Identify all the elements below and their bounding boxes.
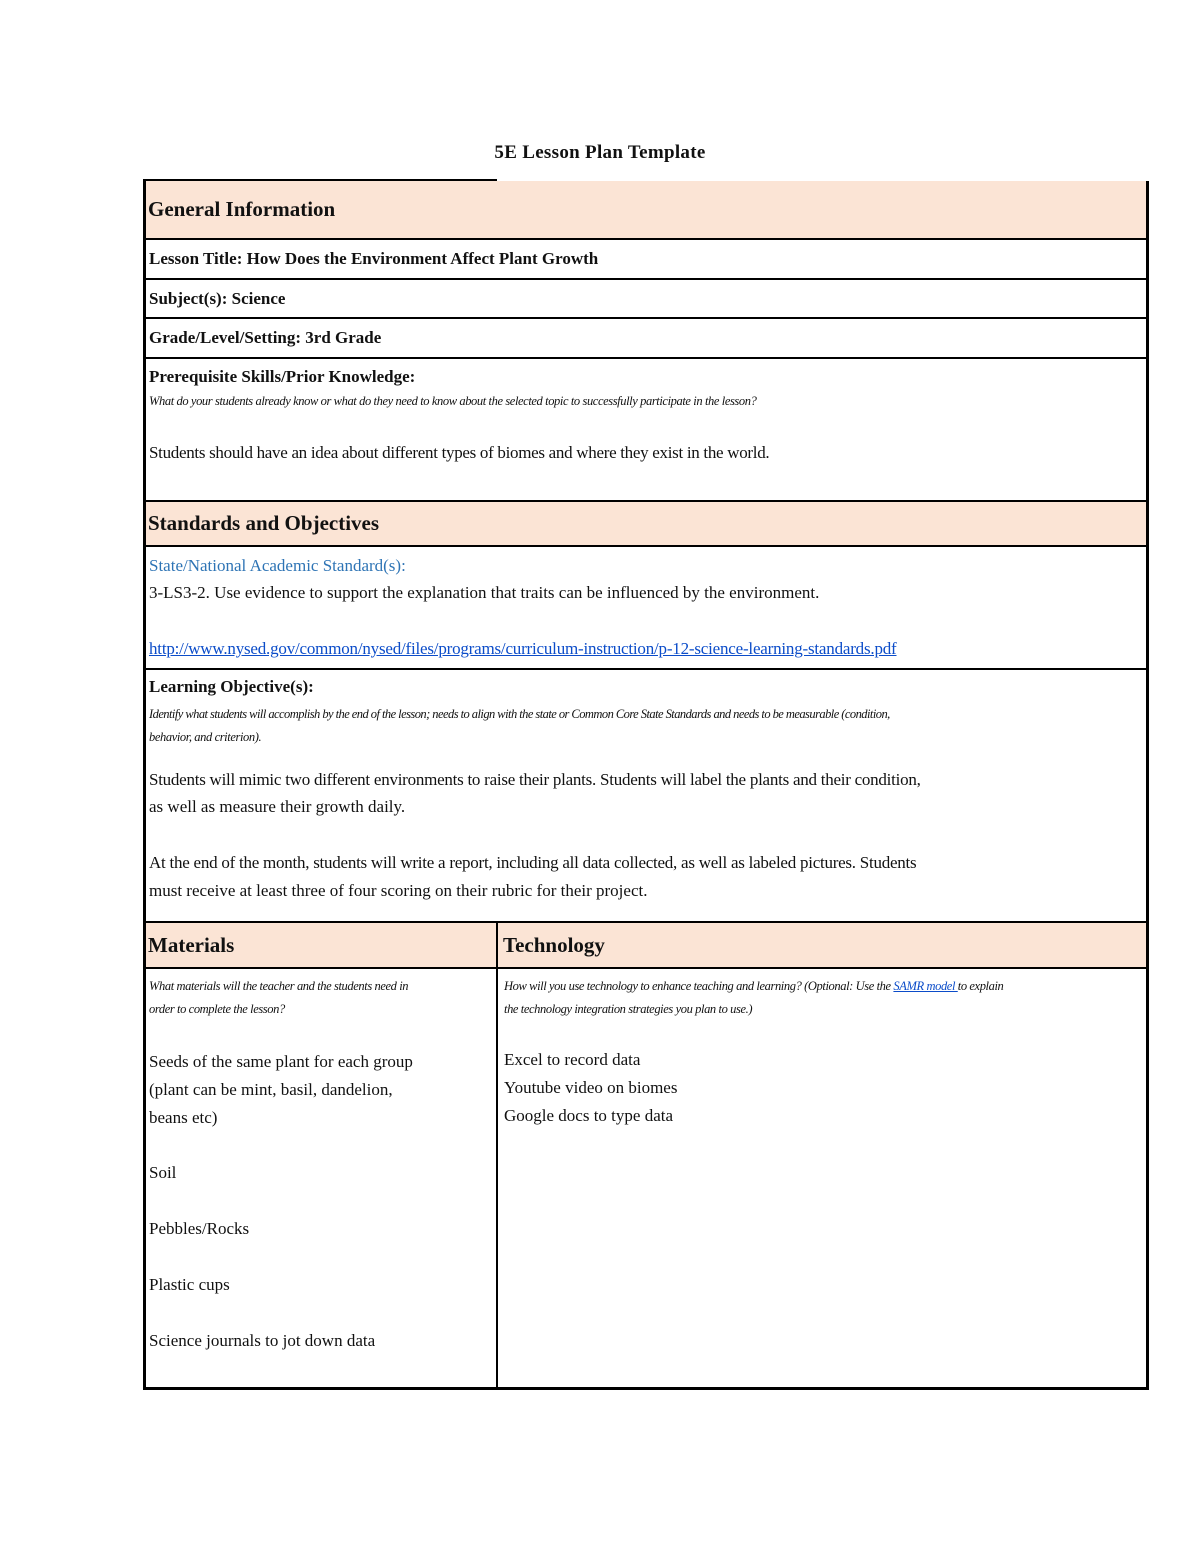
objective-hint-line-1: Identify what students will accomplish by the end of the lesson; needs to align with the state or Common Core State Standards and needs to be measurable (condition,: [149, 707, 890, 721]
materials-item: Seeds of the same plant for each group: [149, 1052, 413, 1071]
materials-hint-line-2: order to complete the lesson?: [149, 1002, 285, 1016]
materials-technology-section: [146, 923, 1146, 1387]
technology-header: [498, 923, 1146, 969]
lesson-plan-table: [143, 181, 1149, 1390]
objective-label: Learning Objective(s):: [149, 677, 314, 696]
standard-text: 3-LS3-2. Use evidence to support the explanation that traits can be influenced by the environment.: [149, 583, 820, 602]
objective-paragraph-2-line-2: must receive at least three of four scoring on their rubric for their project.: [149, 881, 648, 900]
learning-objectives-section: [146, 670, 1146, 923]
samr-model-link[interactable]: SAMR model: [893, 979, 958, 993]
technology-hint-text: How will you use technology to enhance teaching and learning? (Optional: Use the: [504, 979, 894, 993]
materials-item: Plastic cups: [149, 1275, 230, 1294]
materials-heading: Materials: [148, 932, 235, 957]
technology-item: Google docs to type data: [504, 1106, 674, 1125]
materials-item: Soil: [149, 1163, 177, 1182]
materials-item: beans etc): [149, 1108, 218, 1127]
objective-paragraph-2-line-1: At the end of the month, students will write a report, including all data collected, as well as labeled pictures. Students: [149, 853, 917, 872]
technology-column: [498, 923, 1146, 1387]
technology-item: Youtube video on biomes: [504, 1078, 678, 1097]
general-information-heading: General Information: [148, 197, 336, 221]
materials-item: (plant can be mint, basil, dandelion,: [149, 1080, 393, 1099]
objective-hint-line-2: behavior, and criterion).: [149, 730, 262, 744]
technology-item: Excel to record data: [504, 1050, 641, 1069]
prerequisite-hint: What do your students already know or what do they need to know about the selected topic to successfully participate in the lesson?: [149, 394, 757, 408]
materials-item: Science journals to jot down data: [149, 1331, 376, 1350]
standards-heading: Standards and Objectives: [148, 511, 380, 535]
prerequisite-label: Prerequisite Skills/Prior Knowledge:: [149, 367, 416, 386]
standards-header: [146, 502, 1146, 547]
objective-paragraph-1-line-1: Students will mimic two different environments to raise their plants. Students will label the plants and their condition,: [149, 770, 921, 789]
technology-heading: Technology: [503, 932, 605, 957]
materials-item: Pebbles/Rocks: [149, 1219, 250, 1238]
standard-label: State/National Academic Standard(s):: [149, 556, 406, 575]
materials-column: [146, 923, 498, 1387]
standard-link[interactable]: http://www.nysed.gov/common/nysed/files/programs/curriculum-instruction/p-12-science-learning-standards.pdf: [149, 639, 897, 658]
document-title: 5E Lesson Plan Template: [494, 142, 706, 163]
prerequisite-text: Students should have an idea about different types of biomes and where they exist in the world.: [149, 443, 770, 462]
standards-section: [146, 547, 1146, 670]
technology-hint-text-end: to explain: [957, 979, 1004, 993]
technology-hint-line-2: the technology integration strategies you plan to use.): [504, 1002, 753, 1016]
technology-hint-line-1: [501, 975, 1003, 997]
grade-row: Grade/Level/Setting: 3rd Grade: [146, 319, 1146, 359]
materials-header: [146, 923, 496, 969]
subjects-row: Subject(s): Science: [146, 280, 1146, 319]
objective-paragraph-1-line-2: as well as measure their growth daily.: [149, 797, 406, 816]
general-information-header: [146, 181, 1146, 240]
materials-hint-line-1: What materials will the teacher and the students need in: [149, 979, 409, 993]
lesson-title-row: Lesson Title: How Does the Environment Affect Plant Growth: [146, 240, 1146, 280]
prerequisite-section: [146, 359, 1146, 502]
